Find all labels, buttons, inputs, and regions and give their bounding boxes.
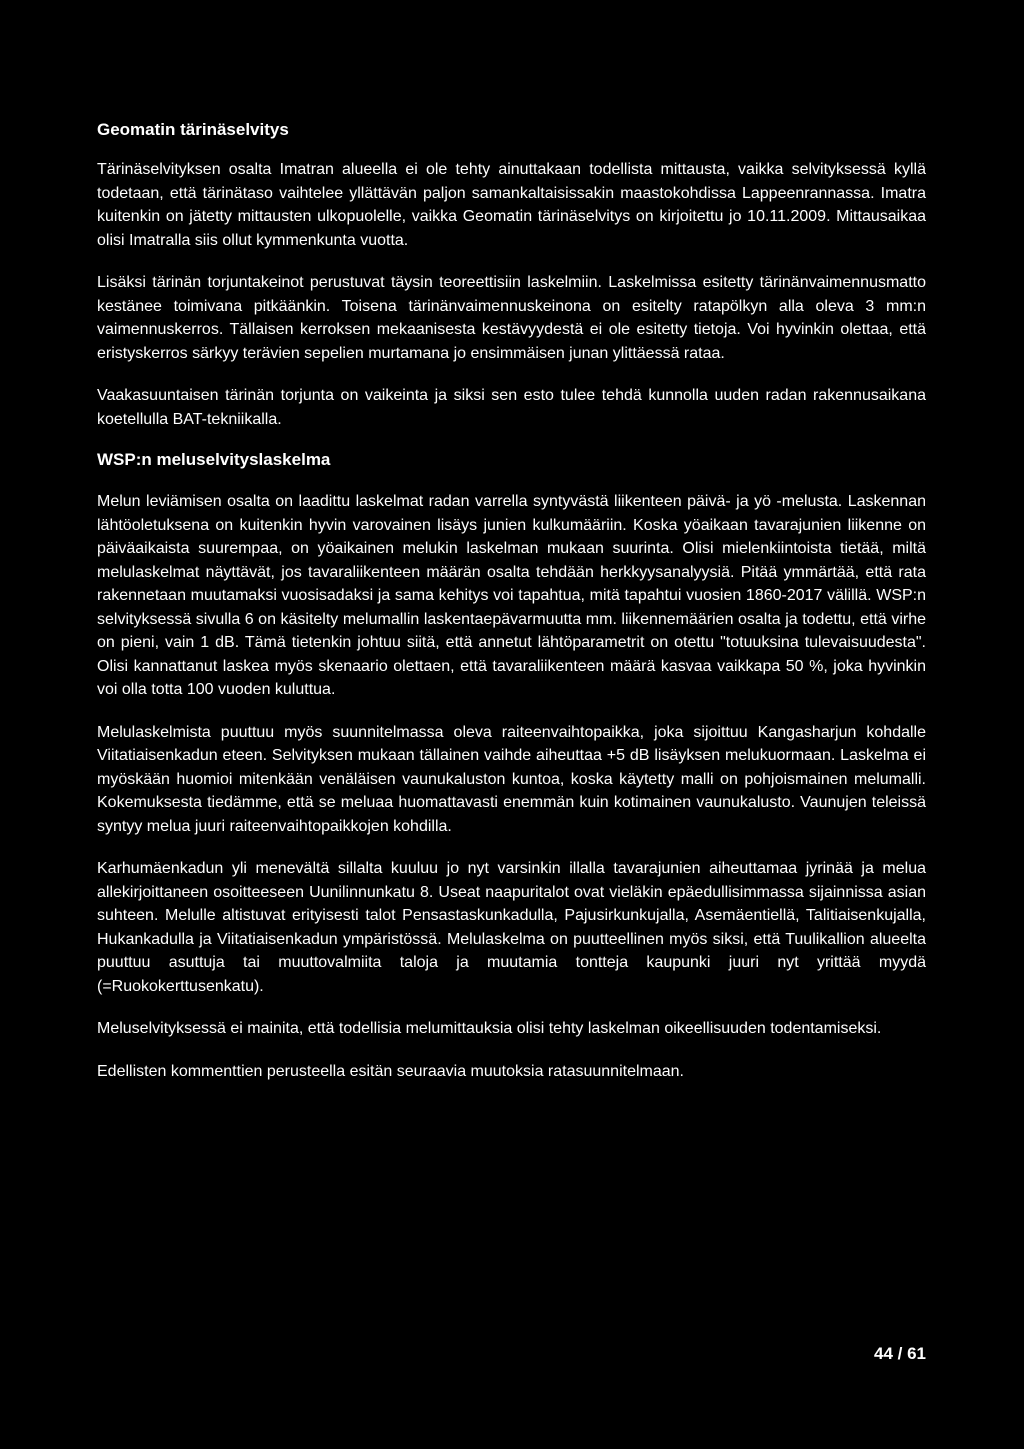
- paragraph: Karhumäenkadun yli menevältä sillalta kuuluu jo nyt varsinkin illalla tavarajunien aiheuttamaa jyrinää ja melua allekirjoittaneen osoitteeseen Uunilinnunkatu 8. Useat naapuritalot ovat vieläkin epäedullisimmassa sijainnissa asian suhteen. Melulle altistuvat erityisesti talot Pensastaskunkadulla, Pajusirkunkujalla, Asemäentiellä, Talitiaisenkujalla, Hukankadulla ja Viitatiaisenkadun ympäristössä. Melulaskelma on puutteellinen myös siksi, että Tuulikallion alueelta puuttuu asuttuja tai muuttovalmiita taloja ja muutamia tontteja kaupunki juuri nyt yrittää myydä (=Ruokokerttusenkatu).: [97, 860, 926, 995]
- paragraph: Vaakasuuntaisen tärinän torjunta on vaikeinta ja siksi sen esto tulee tehdä kunnolla uuden radan rakennusaikana koetellulla BAT-tekniikalla.: [97, 387, 926, 428]
- paragraph: Lisäksi tärinän torjuntakeinot perustuvat täysin teoreettisiin laskelmiin. Laskelmissa esitetty tärinänvaimennusmatto kestänee toimivana pitkäänkin. Toisena tärinänvaimennuskeinona on esitelty ratapölkyn alla oleva 3 mm:n vaimennuskerros. Tällaisen kerroksen mekaanisesta kestävyydestä ei ole esitetty tietoja. Voi hyvinkin olettaa, että eristyskerros särkyy terävien sepelien murtamana jo ensimmäisen junan ylittäessä rataa.: [97, 274, 926, 362]
- paragraph: Meluselvityksessä ei mainita, että todellisia melumittauksia olisi tehty laskelman oikeellisuuden todentamiseksi.: [97, 1020, 882, 1037]
- section-heading-noise: WSP:n meluselvityslaskelma: [97, 450, 331, 469]
- paragraph: Tärinäselvityksen osalta Imatran alueella ei ole tehty ainuttakaan todellista mittausta, vaikka selvityksessä kyllä todetaan, että tärinätaso vaihtelee yllättävän paljon samankaltaisissakin maastokohdissa Lappeenrannassa. Imatra kuitenkin on jätetty mittausten ulkopuolelle, vaikka Geomatin tärinäselvitys on kirjoitettu jo 10.11.2009. Mittausaikaa olisi Imatralla siis ollut kymmenkunta vuotta.: [97, 161, 926, 249]
- paragraph: Melulaskelmista puuttuu myös suunnitelmassa oleva raiteenvaihtopaikka, joka sijoittuu Kangasharjun kohdalle Viitatiaisenkadun eteen. Selvityksen mukaan tällainen vaihde aiheuttaa +5 dB lisäyksen melukuormaan. Laskelma ei myöskään huomioi mitenkään venäläisen vaunukaluston kuntoa, koska käytetty malli on pohjoismainen melumalli. Kokemuksesta tiedämme, että se meluaa huomattavasti enemmän kuin kotimainen vaunukalusto. Vaunujen teleissä syntyy melua juuri raiteenvaihtopaikkojen kohdilla.: [97, 723, 926, 835]
- paragraph: Edellisten kommenttien perusteella esitän seuraavia muutoksia ratasuunnitelmaan.: [97, 1062, 684, 1080]
- section-heading-vibration: Geomatin tärinäselvitys: [97, 120, 289, 139]
- document-page: [97, 118, 926, 1102]
- paragraph: Melun leviämisen osalta on laadittu laskelmat radan varrella syntyvästä liikenteen päivä- ja yö -melusta. Laskennan lähtöoletuksena on kuitenkin hyvin varovainen lisäys junien kulkumääriin. Koska yöaikaan tavarajunien liikenne on päiväaikaista suurempaa, on yöaikainen melukin laskelman mukaan suurinta. Olisi mielenkiintoista tietää, miltä melulaskelmat näyttävät, jos tavaraliikenteen määrän osalta tehdään herkkyysanalyysiä. Pitää ymmärtää, että rata rakennetaan muutamaksi vuosisadaksi ja sama kehitys voi tapahtua, mitä tapahtui vuosien 1860-2017 välillä. WSP:n selvityksessä sivulla 6 on käsitelty melumallin laskentaepävarmuutta mm. liikennemäärien osalta ja todettu, että virhe on pieni, vain 1 dB. Tämä tietenkin johtuu siitä, että annetut lähtöparametrit on otettu "totuuksina tulevaisuudesta". Olisi kannattanut laskea myös skenaario olettaen, että tavaraliikenteen määrä kasvaa vaikkapa 50 %, joka hyvinkin voi olla totta 100 vuoden kuluttua.: [97, 493, 926, 698]
- page-number: 44 / 61: [874, 1344, 926, 1363]
